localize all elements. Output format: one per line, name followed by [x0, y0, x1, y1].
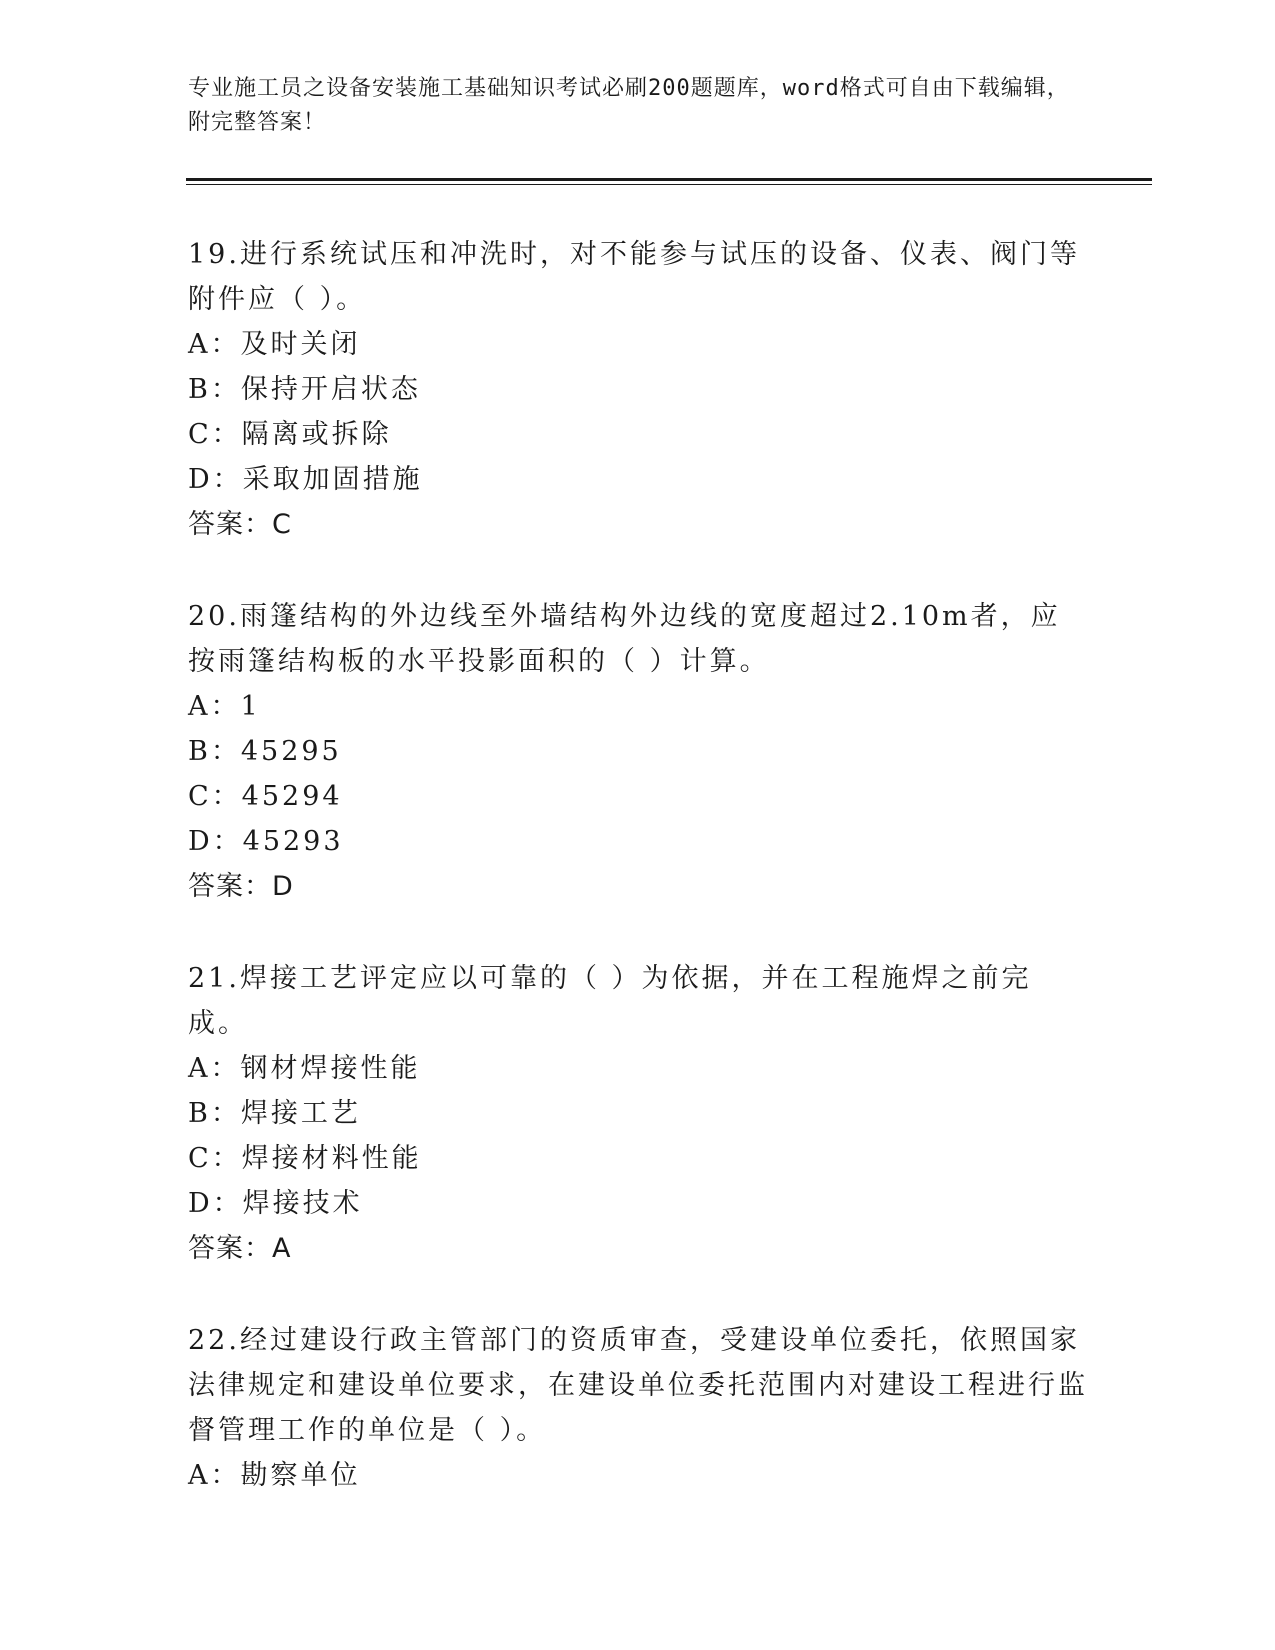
option-c: C：焊接材料性能 — [188, 1143, 422, 1174]
option-b: B：保持开启状态 — [188, 374, 421, 405]
question-text: 20.雨篷结构的外边线至外墙结构外边线的宽度超过2.10m者，应按雨篷结构板的水平投影面积的（ ）计算。 — [188, 601, 1061, 677]
option-b: B：45295 — [188, 736, 342, 767]
question-list — [188, 232, 1088, 1544]
option-a: A：及时关闭 — [188, 329, 361, 360]
option-a: A：勘察单位 — [188, 1460, 361, 1491]
option-c: C：45294 — [188, 781, 343, 812]
answer-label: 答案：D — [188, 871, 294, 902]
answer-label: 答案：A — [188, 1233, 292, 1264]
document-header — [188, 72, 1088, 140]
header-title: 专业施工员之设备安装施工基础知识考试必刷200题题库，word格式可自由下载编辑，附完整答案！ — [188, 76, 1070, 135]
question-22 — [188, 1318, 1088, 1498]
question-text: 22.经过建设行政主管部门的资质审查，受建设单位委托，依照国家法律规定和建设单位要求，在建设单位委托范围内对建设工程进行监督管理工作的单位是（ ）。 — [188, 1325, 1088, 1446]
option-a: A：1 — [188, 691, 261, 722]
question-20 — [188, 594, 1088, 910]
question-text: 21.焊接工艺评定应以可靠的（ ）为依据，并在工程施焊之前完成。 — [188, 963, 1032, 1039]
header-divider-thin — [186, 184, 1152, 185]
question-21 — [188, 956, 1088, 1272]
header-divider-thick — [186, 178, 1152, 181]
option-c: C：隔离或拆除 — [188, 419, 392, 450]
option-d: D：焊接技术 — [188, 1188, 363, 1219]
option-d: D：45293 — [188, 826, 344, 857]
option-a: A：钢材焊接性能 — [188, 1053, 421, 1084]
answer-label: 答案：C — [188, 509, 292, 540]
question-text: 19.进行系统试压和冲洗时，对不能参与试压的设备、仪表、阀门等附件应（ ）。 — [188, 239, 1080, 315]
option-b: B：焊接工艺 — [188, 1098, 361, 1129]
option-d: D：采取加固措施 — [188, 464, 423, 495]
question-19 — [188, 232, 1088, 548]
